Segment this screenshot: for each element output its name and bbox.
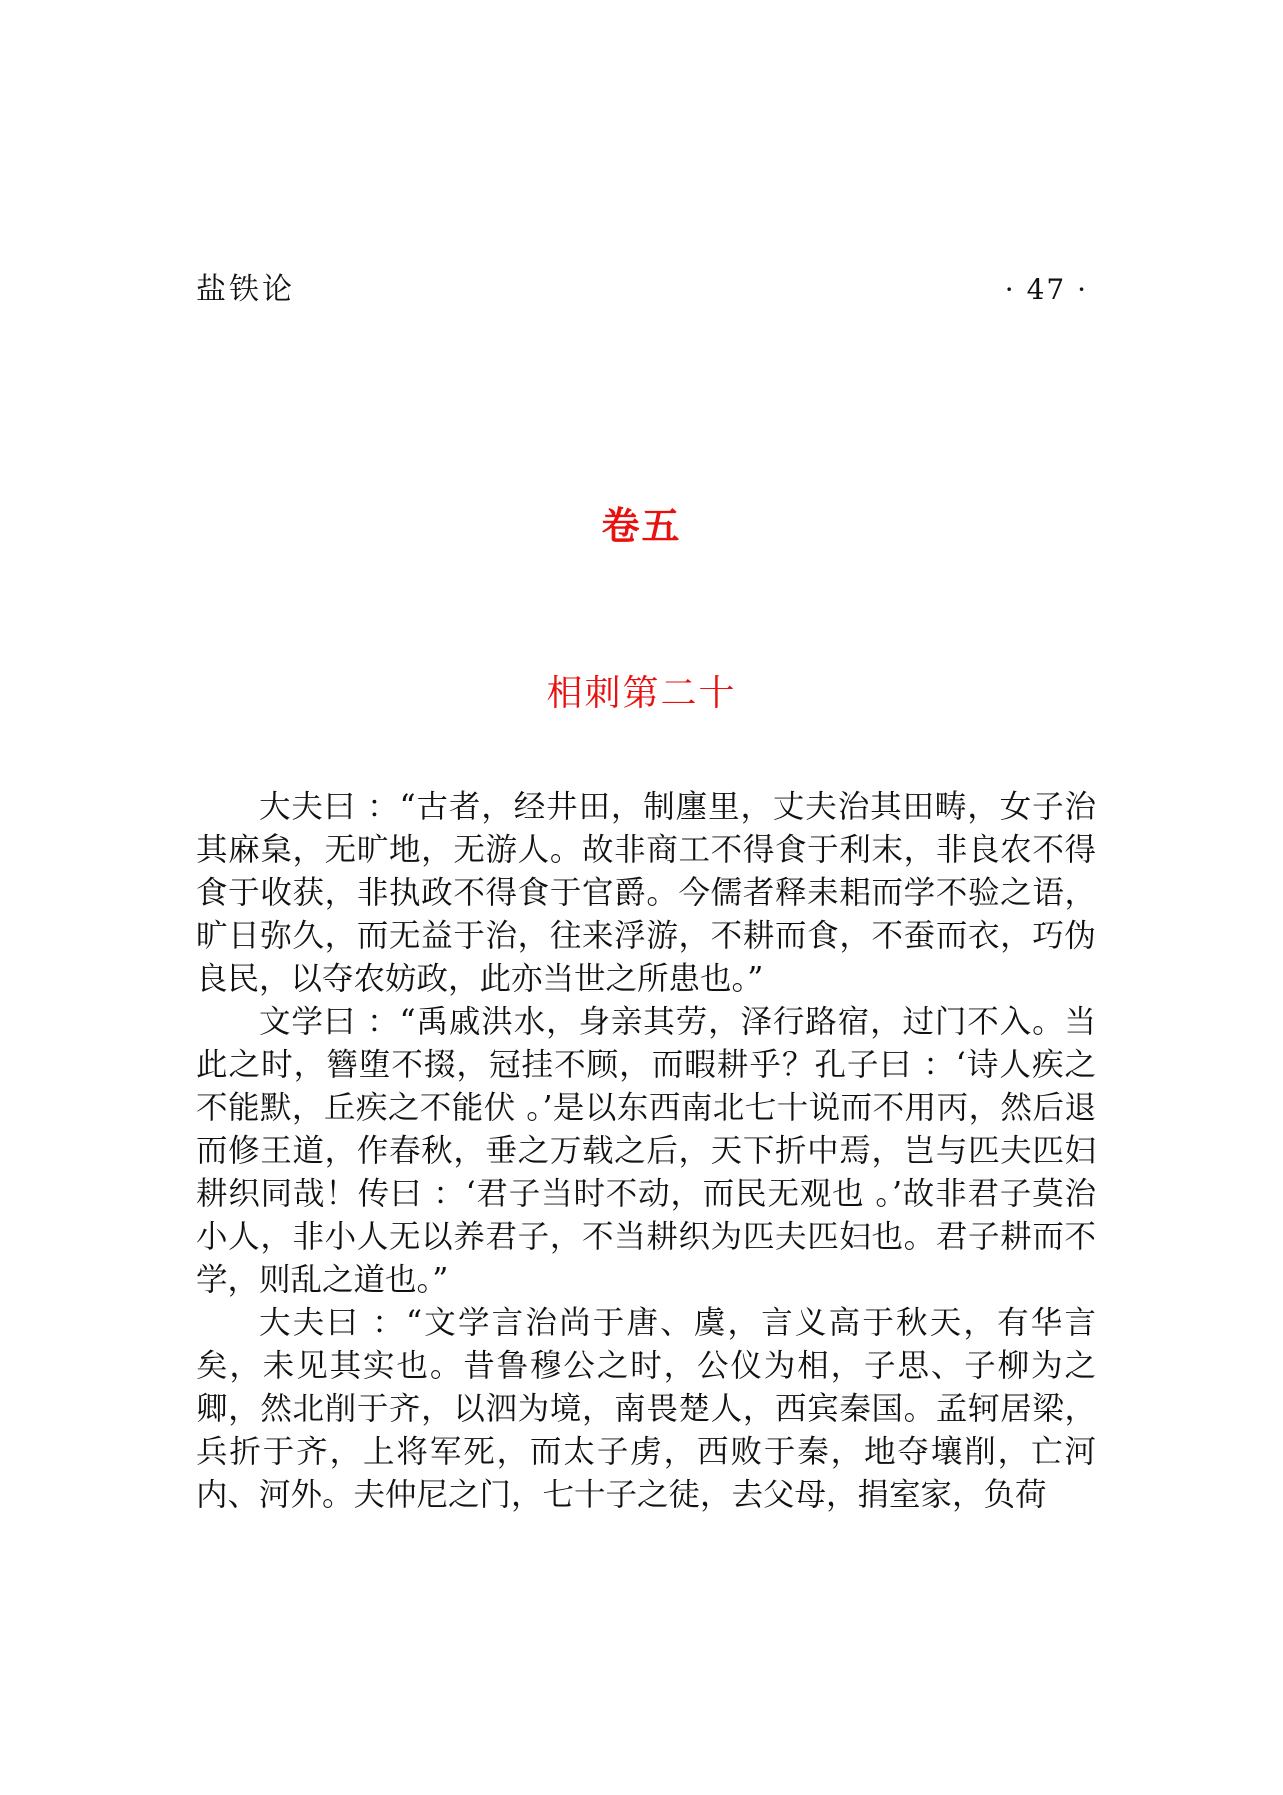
book-title: 盐铁论 — [196, 272, 295, 307]
volume-title: 卷五 — [601, 504, 682, 548]
paragraph: 文学曰 ：“禹戚洪水，身亲其劳，泽行路宿，过门不入。当此之时，簪堕不掇，冠挂不顾，而暇耕乎？孔子曰 ：‘诗人疾之不能默，丘疾之不能伏 。’是以东西南北七十说而不用丙，然后退而修王道，作春秋，垂之万载之后，天下折中焉，岂与匹夫匹妇耕织同哉！传曰 ：‘君子当时不动，而民无观也 。’故非君子莫治小人，非小人无以养君子，不当耕织为匹夫匹妇也。君子耕而不学，则乱之道也。” — [196, 1004, 1096, 1298]
chapter-title: 相刺第二十 — [546, 673, 737, 714]
body-text — [196, 786, 1096, 1517]
paragraph: 大夫曰 ：“古者，经井田，制廛里，丈夫治其田畴，女子治其麻枲，无旷地，无游人。故非商工不得食于利末，非良农不得食于收获，非执政不得食于官爵。今儒者释耒耜而学不验之语，旷日弥久，而无益于治，往来浮游，不耕而食，不蚕而衣，巧伪良民，以夺农妨政，此亦当世之所患也。” — [196, 789, 1096, 997]
paragraph: 大夫曰 ：“文学言治尚于唐、虞，言义高于秋天，有华言矣，未见其实也。昔鲁穆公之时，公仪为相，子思、子柳为之卿，然北削于齐，以泗为境，南畏楚人，西宾秦国。孟轲居梁，兵折于齐，上将军死，而太子虏，西败于秦，地夺壤削，亡河内、河外。夫仲尼之门，七十子之徒，去父母，捐室家，负荷 — [196, 1305, 1096, 1513]
running-head — [196, 270, 1088, 310]
page-number: · 47 · — [1004, 273, 1088, 306]
